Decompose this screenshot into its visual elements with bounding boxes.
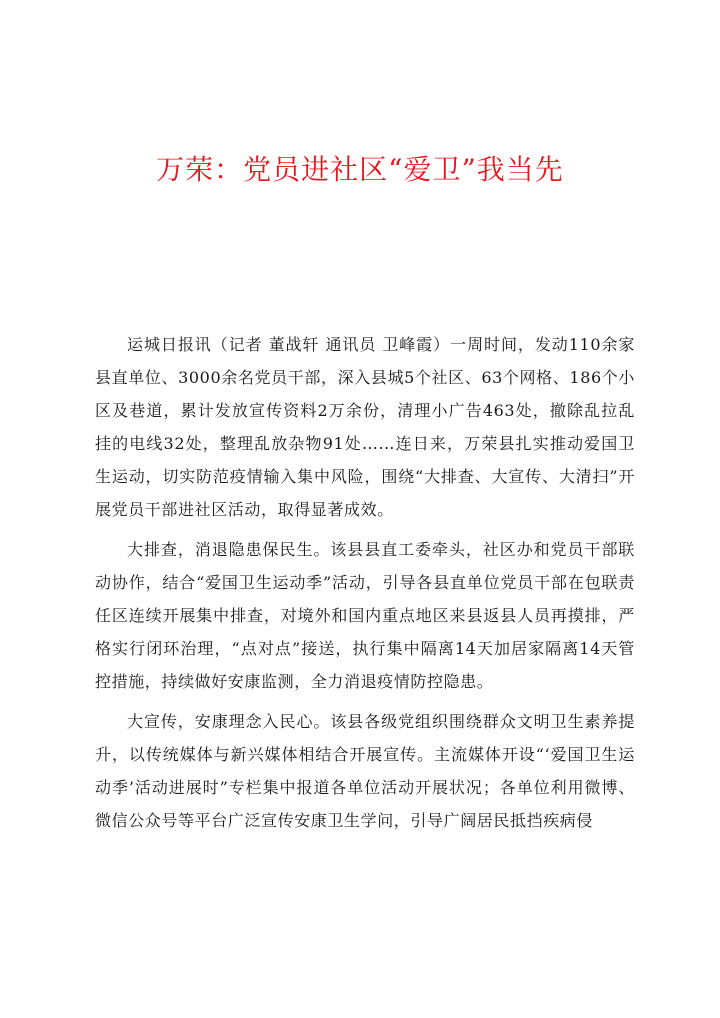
document-body [95, 328, 635, 837]
paragraph-intro: 运城日报讯（记者 董战轩 通讯员 卫峰霞）一周时间，发动110余家县直单位、3000余名党员干部，深入县城5个社区、63个网格、186个小区及巷道，累计发放宣传资料2万余份，清理小广告463处，撤除乱拉乱挂的电线32处，整理乱放杂物91处……连日来，万荣县扎实推动爱国卫生运动，切实防范疫情输入集中风险，围绕“大排查、大宣传、大清扫”开展党员干部进社区活动，取得显著成效。 [95, 335, 635, 519]
paragraph-publicity: 大宣传，安康理念入民心。该县各级党组织围绕群众文明卫生素养提升，以传统媒体与新兴媒体相结合开展宣传。主流媒体开设“‘爱国卫生运动季’活动进展时”专栏集中报道各单位活动开展状况；各单位利用微博、微信公众号等平台广泛宣传安康卫生学问，引导广阔居民抵挡疾病侵 [95, 712, 635, 830]
document-title: 万荣：党员进社区“爱卫”我当先 [156, 153, 564, 186]
paragraph-investigation: 大排查，消退隐患保民生。该县县直工委牵头，社区办和党员干部联动协作，结合“爱国卫生运动季”活动，引导各县直单位党员干部在包联责任区连续开展集中排查，对境外和国内重点地区来县返县人员再摸排，严格实行闭环治理，“点对点”接送，执行集中隔离14天加居家隔离14天管控措施，持续做好安康监测，全力消退疫情防控隐患。 [95, 540, 635, 691]
